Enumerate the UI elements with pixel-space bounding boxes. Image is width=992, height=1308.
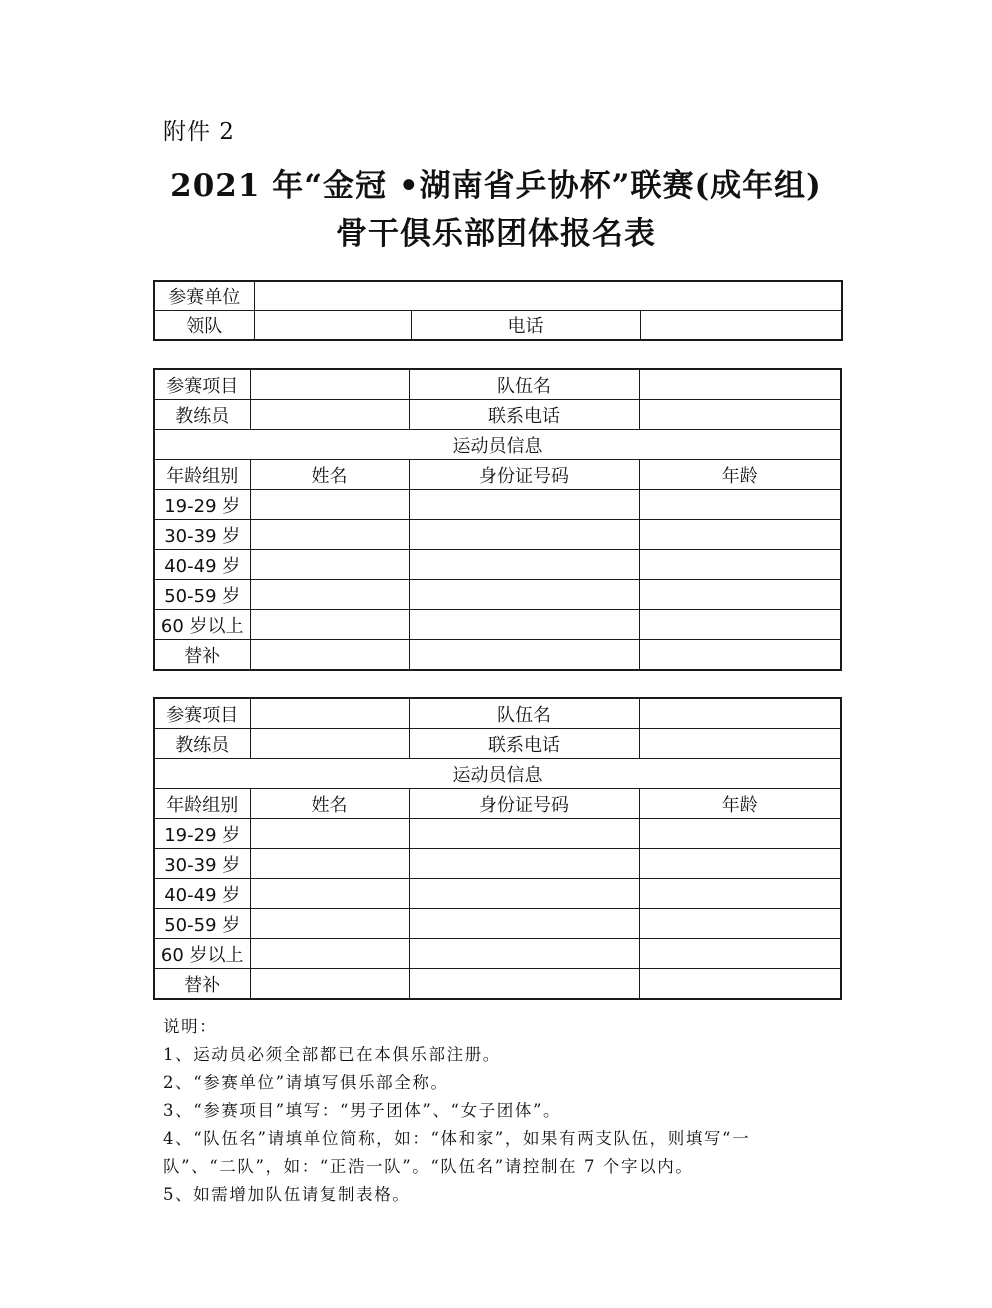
coach-row — [154, 400, 841, 430]
event-label: 参赛项目 — [154, 369, 250, 400]
age-input-cell[interactable] — [639, 879, 841, 909]
age-input-cell[interactable] — [639, 520, 841, 550]
table-row — [154, 969, 841, 1000]
athlete-info-row — [154, 430, 841, 460]
notes-section — [163, 1013, 750, 1209]
col-header-id-number: 身份证号码 — [409, 460, 639, 490]
phone-input-cell[interactable] — [640, 311, 842, 341]
note-item: 1、运动员必须全部都已在本俱乐部注册。 — [163, 1045, 501, 1064]
contact-phone-input-cell[interactable] — [639, 400, 841, 430]
col-header-id-number: 身份证号码 — [409, 789, 639, 819]
name-input-cell[interactable] — [250, 819, 409, 849]
coach-label: 教练员 — [154, 400, 250, 430]
age-input-cell[interactable] — [639, 610, 841, 640]
id-number-input-cell[interactable] — [409, 640, 639, 671]
event-row — [154, 698, 841, 729]
leader-row — [154, 311, 842, 341]
id-number-input-cell[interactable] — [409, 819, 639, 849]
name-input-cell[interactable] — [250, 520, 409, 550]
event-input-cell[interactable] — [250, 698, 409, 729]
table-row — [154, 580, 841, 610]
id-number-input-cell[interactable] — [409, 550, 639, 580]
id-number-input-cell[interactable] — [409, 849, 639, 879]
name-input-cell[interactable] — [250, 610, 409, 640]
age-input-cell[interactable] — [639, 969, 841, 1000]
attachment-label: 附件 2 — [163, 119, 235, 145]
note-item: 4、“队伍名”请填单位简称，如：“体和家”，如果有两支队伍，则填写“一 — [163, 1129, 751, 1148]
name-input-cell[interactable] — [250, 550, 409, 580]
col-header-name: 姓名 — [250, 460, 409, 490]
table-row — [154, 610, 841, 640]
age-group-label: 50-59 岁 — [154, 909, 250, 939]
name-input-cell[interactable] — [250, 939, 409, 969]
age-group-label: 50-59 岁 — [154, 580, 250, 610]
age-input-cell[interactable] — [639, 849, 841, 879]
table-row — [154, 550, 841, 580]
column-header-row — [154, 789, 841, 819]
id-number-input-cell[interactable] — [409, 909, 639, 939]
note-item: 队”、“二队”，如：“正浩一队”。“队伍名”请控制在 7 个字以内。 — [163, 1157, 694, 1176]
id-number-input-cell[interactable] — [409, 490, 639, 520]
name-input-cell[interactable] — [250, 580, 409, 610]
unit-label: 参赛单位 — [154, 281, 254, 311]
form-title-line-1: 2021 年“金冠 •湖南省乒协杯”联赛(成年组) — [170, 168, 822, 204]
table-row — [154, 879, 841, 909]
column-header-row — [154, 460, 841, 490]
note-item: 3、“参赛项目”填写：“男子团体”、“女子团体”。 — [163, 1101, 562, 1120]
unit-row — [154, 281, 842, 311]
age-group-label: 60 岁以上 — [154, 610, 250, 640]
id-number-input-cell[interactable] — [409, 610, 639, 640]
coach-input-cell[interactable] — [250, 729, 409, 759]
col-header-age: 年龄 — [639, 789, 841, 819]
phone-label: 电话 — [411, 311, 640, 341]
table-row — [154, 520, 841, 550]
name-input-cell[interactable] — [250, 849, 409, 879]
age-group-label: 19-29 岁 — [154, 819, 250, 849]
age-group-label: 替补 — [154, 640, 250, 671]
col-header-age: 年龄 — [639, 460, 841, 490]
age-group-label: 40-49 岁 — [154, 550, 250, 580]
id-number-input-cell[interactable] — [409, 939, 639, 969]
id-number-input-cell[interactable] — [409, 580, 639, 610]
coach-label: 教练员 — [154, 729, 250, 759]
contact-phone-label: 联系电话 — [409, 729, 639, 759]
table-row — [154, 849, 841, 879]
age-input-cell[interactable] — [639, 939, 841, 969]
contact-phone-label: 联系电话 — [409, 400, 639, 430]
event-row — [154, 369, 841, 400]
age-group-label: 30-39 岁 — [154, 520, 250, 550]
table-row — [154, 939, 841, 969]
table-row — [154, 909, 841, 939]
id-number-input-cell[interactable] — [409, 879, 639, 909]
team-name-input-cell[interactable] — [639, 369, 841, 400]
notes-heading: 说明： — [163, 1017, 218, 1036]
name-input-cell[interactable] — [250, 969, 409, 1000]
age-input-cell[interactable] — [639, 550, 841, 580]
age-group-label: 替补 — [154, 969, 250, 1000]
team-name-label: 队伍名 — [409, 369, 639, 400]
col-header-name: 姓名 — [250, 789, 409, 819]
leader-label: 领队 — [154, 311, 254, 341]
unit-table — [153, 280, 843, 341]
table-row — [154, 819, 841, 849]
age-input-cell[interactable] — [639, 819, 841, 849]
id-number-input-cell[interactable] — [409, 520, 639, 550]
age-group-label: 30-39 岁 — [154, 849, 250, 879]
age-group-label: 40-49 岁 — [154, 879, 250, 909]
age-input-cell[interactable] — [639, 580, 841, 610]
team-table-2 — [153, 697, 842, 1000]
athlete-info-label: 运动员信息 — [154, 759, 841, 789]
unit-input-cell[interactable] — [254, 281, 842, 311]
event-label: 参赛项目 — [154, 698, 250, 729]
name-input-cell[interactable] — [250, 909, 409, 939]
team-name-input-cell[interactable] — [639, 698, 841, 729]
age-input-cell[interactable] — [639, 490, 841, 520]
col-header-age-group: 年龄组别 — [154, 460, 250, 490]
age-input-cell[interactable] — [639, 909, 841, 939]
athlete-info-label: 运动员信息 — [154, 430, 841, 460]
athlete-info-row — [154, 759, 841, 789]
age-group-label: 19-29 岁 — [154, 490, 250, 520]
table-row — [154, 490, 841, 520]
id-number-input-cell[interactable] — [409, 969, 639, 1000]
name-input-cell[interactable] — [250, 490, 409, 520]
event-input-cell[interactable] — [250, 369, 409, 400]
team-table-1 — [153, 368, 842, 671]
team-name-label: 队伍名 — [409, 698, 639, 729]
contact-phone-input-cell[interactable] — [639, 729, 841, 759]
age-input-cell[interactable] — [639, 640, 841, 671]
name-input-cell[interactable] — [250, 640, 409, 671]
coach-input-cell[interactable] — [250, 400, 409, 430]
name-input-cell[interactable] — [250, 879, 409, 909]
table-row — [154, 640, 841, 671]
coach-row — [154, 729, 841, 759]
note-item: 5、如需增加队伍请复制表格。 — [163, 1185, 411, 1204]
leader-input-cell[interactable] — [254, 311, 411, 341]
note-item: 2、“参赛单位”请填写俱乐部全称。 — [163, 1073, 449, 1092]
col-header-age-group: 年龄组别 — [154, 789, 250, 819]
form-title-line-2: 骨干俱乐部团体报名表 — [336, 216, 656, 252]
age-group-label: 60 岁以上 — [154, 939, 250, 969]
